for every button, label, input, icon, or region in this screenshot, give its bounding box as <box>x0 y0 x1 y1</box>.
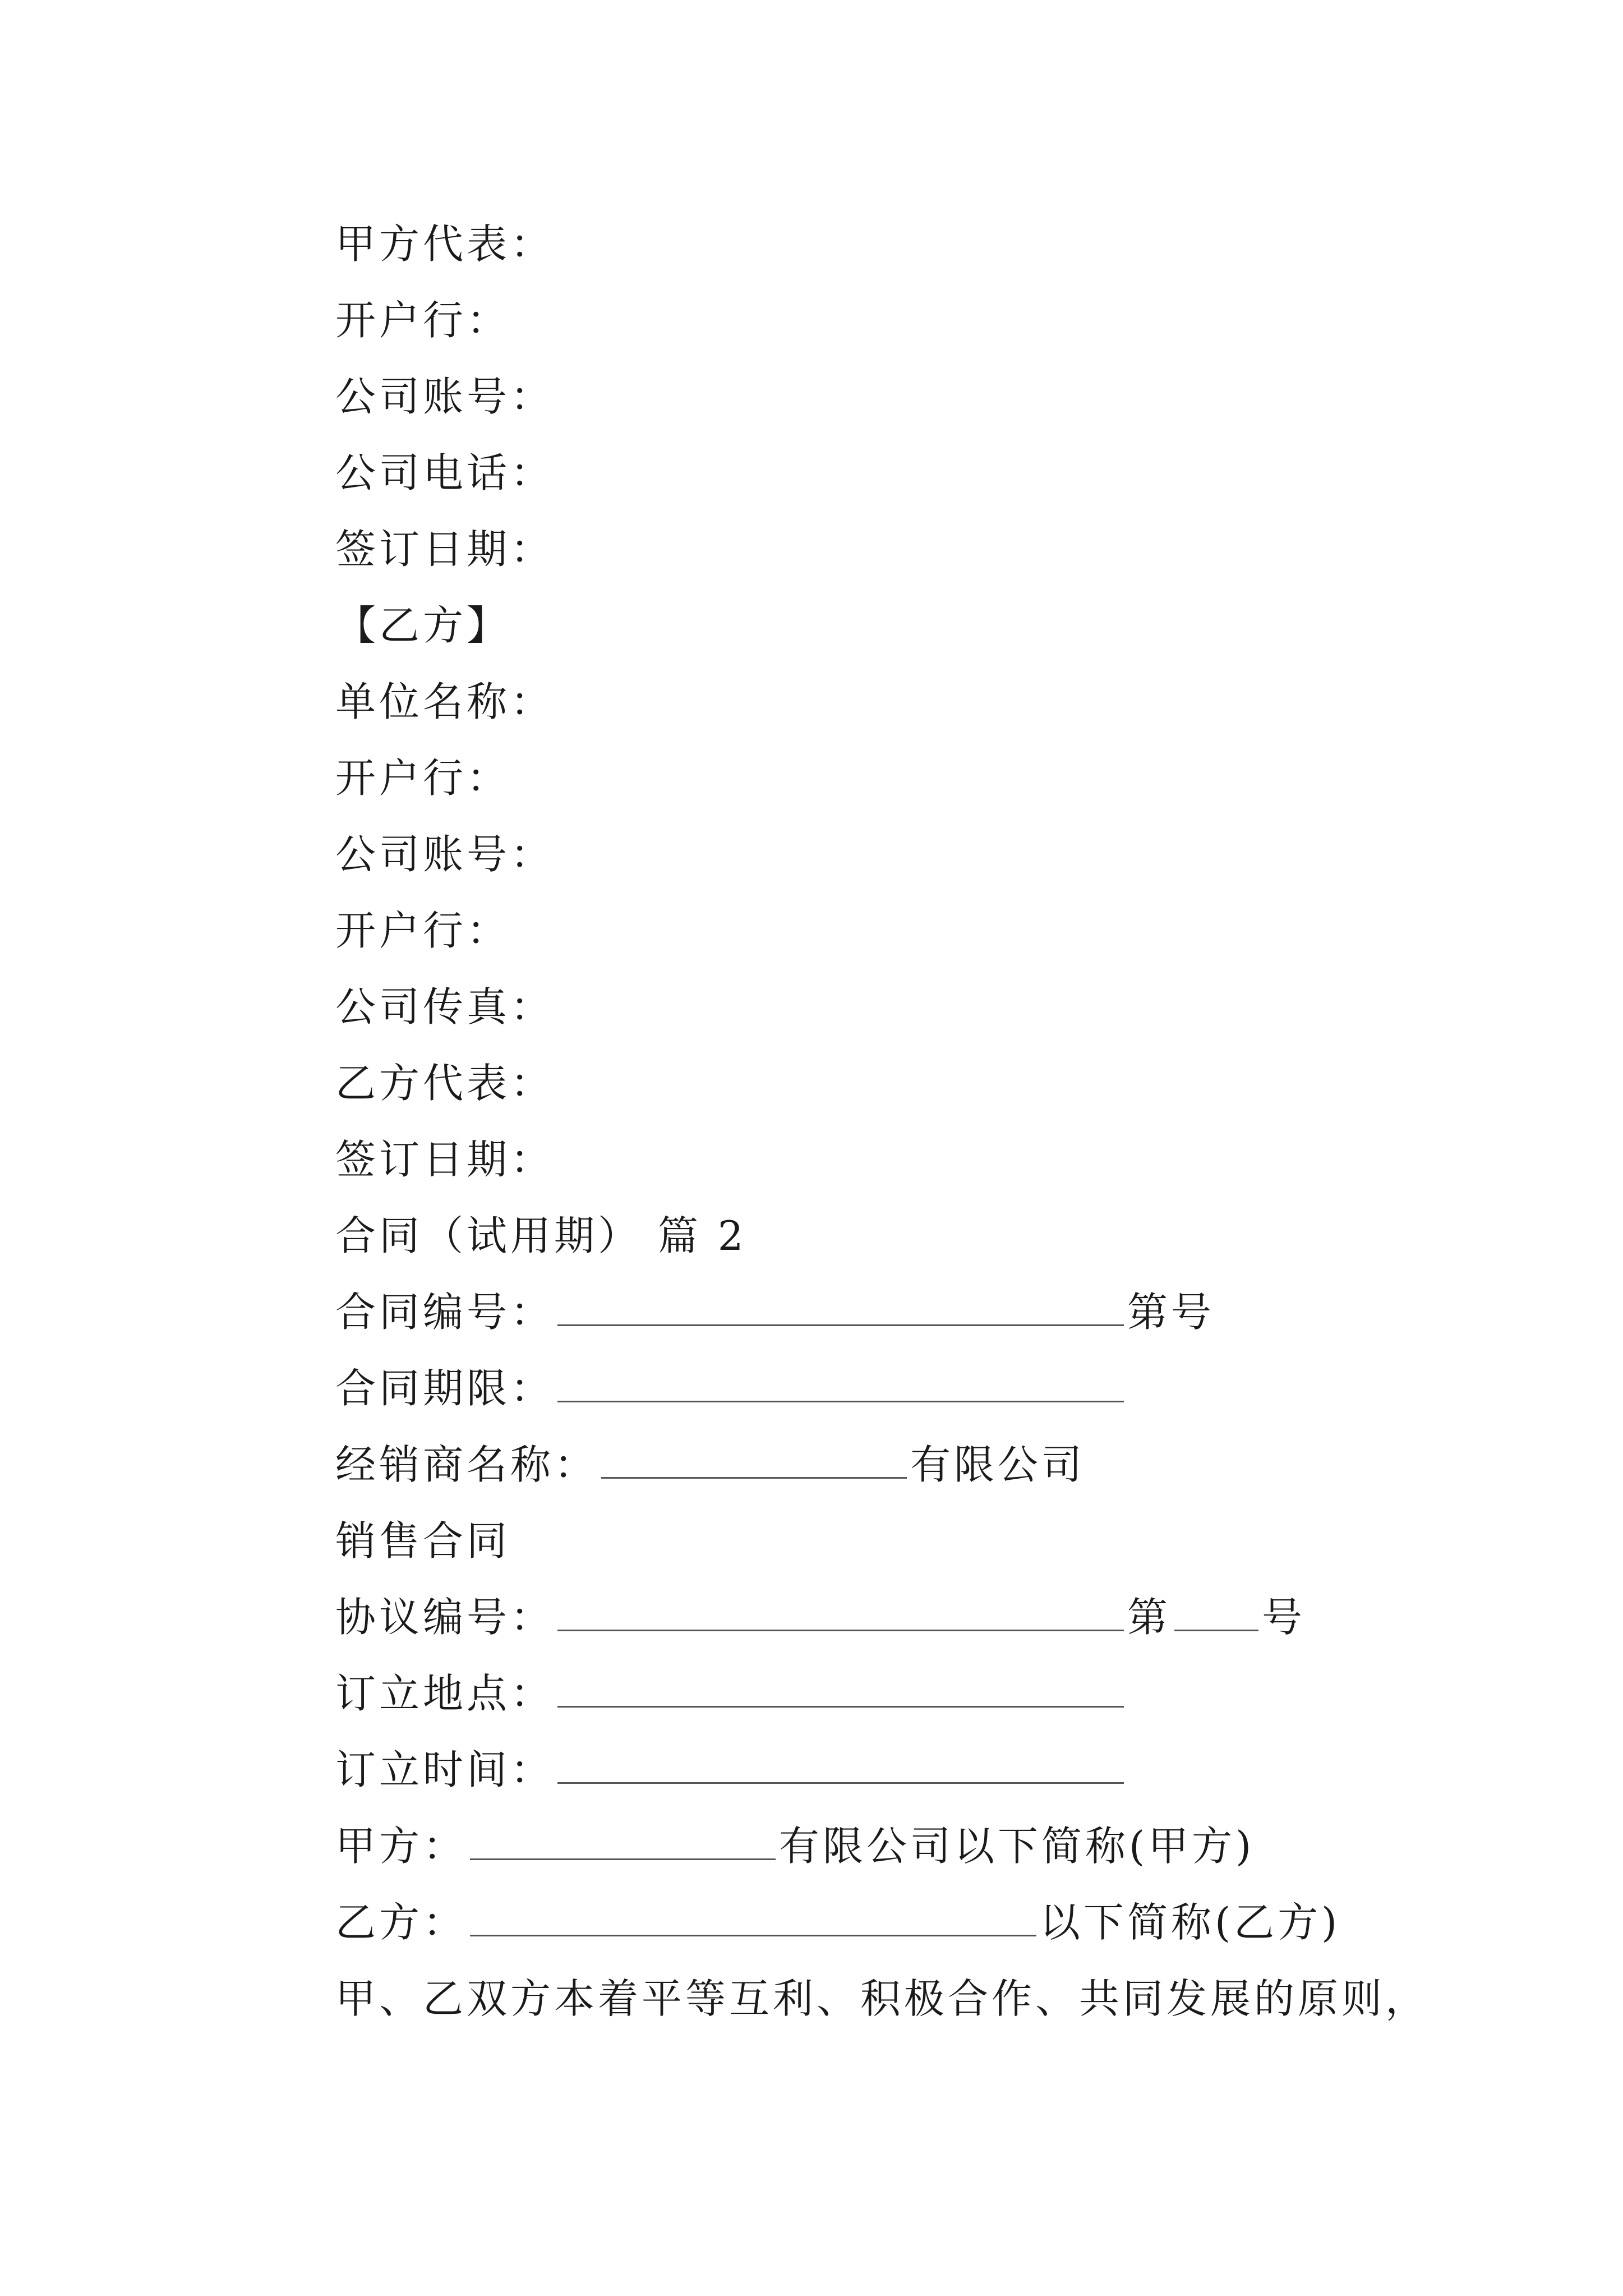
agreement-number-suffix: 号 <box>1262 1594 1306 1641</box>
signing-time-line <box>335 1742 1127 1798</box>
party-a-suffix: 有限公司以下简称(甲方) <box>779 1823 1255 1870</box>
signing-date-line: 签订日期： <box>335 526 555 573</box>
party-a-line <box>335 1818 1255 1874</box>
agreement-number-blank <box>557 1594 1124 1631</box>
agreement-number-digit-blank <box>1174 1594 1258 1631</box>
bank-line: 开户行： <box>335 907 511 954</box>
contract-term-line <box>335 1360 1127 1416</box>
contract-term-blank <box>557 1365 1124 1402</box>
company-account-line: 公司账号： <box>335 373 555 420</box>
agreement-number-prefix: 第 <box>1127 1594 1172 1641</box>
party-b-blank <box>470 1899 1036 1936</box>
signing-time-blank <box>557 1746 1124 1784</box>
party-b-label: 乙方： <box>335 1899 467 1946</box>
signing-time-label: 订立时间： <box>335 1746 555 1793</box>
dealer-name-suffix: 有限公司 <box>910 1441 1086 1488</box>
sales-contract-title: 销售合同 <box>335 1517 511 1565</box>
company-phone-line: 公司电话： <box>335 449 555 496</box>
unit-name-line: 单位名称： <box>335 678 555 725</box>
contract-number-suffix: 第号 <box>1127 1289 1215 1336</box>
party-b-representative-line: 乙方代表： <box>335 1060 555 1107</box>
company-fax-line: 公司传真： <box>335 983 555 1030</box>
company-account-line: 公司账号： <box>335 831 555 878</box>
signing-place-blank <box>557 1670 1124 1708</box>
contract-number-label: 合同编号： <box>335 1289 555 1336</box>
party-b-suffix: 以下简称(乙方) <box>1040 1899 1341 1946</box>
bank-line: 开户行： <box>335 754 511 802</box>
contract-number-line <box>335 1284 1215 1340</box>
dealer-name-line <box>335 1437 1085 1493</box>
contract-term-label: 合同期限： <box>335 1365 555 1412</box>
party-b-line <box>335 1894 1340 1950</box>
bank-line: 开户行： <box>335 297 511 344</box>
dealer-name-label: 经销商名称： <box>335 1441 598 1488</box>
dealer-name-blank <box>601 1441 907 1479</box>
agreement-number-line <box>335 1589 1306 1645</box>
party-a-blank <box>470 1823 776 1860</box>
party-a-label: 甲方： <box>335 1823 467 1870</box>
signing-place-label: 订立地点： <box>335 1670 555 1717</box>
signing-place-line <box>335 1665 1127 1722</box>
agreement-number-label: 协议编号： <box>335 1594 555 1641</box>
party-b-heading: 【乙方】 <box>335 602 511 649</box>
contract-number-blank <box>557 1289 1124 1326</box>
closing-sentence: 甲、乙双方本着平等互利、积极合作、共同发展的原则， <box>335 1975 1430 2022</box>
signing-date-line: 签订日期： <box>335 1136 555 1183</box>
section-heading: 合同（试用期） 篇 2 <box>335 1212 747 1259</box>
party-a-representative-line: 甲方代表： <box>335 220 555 268</box>
